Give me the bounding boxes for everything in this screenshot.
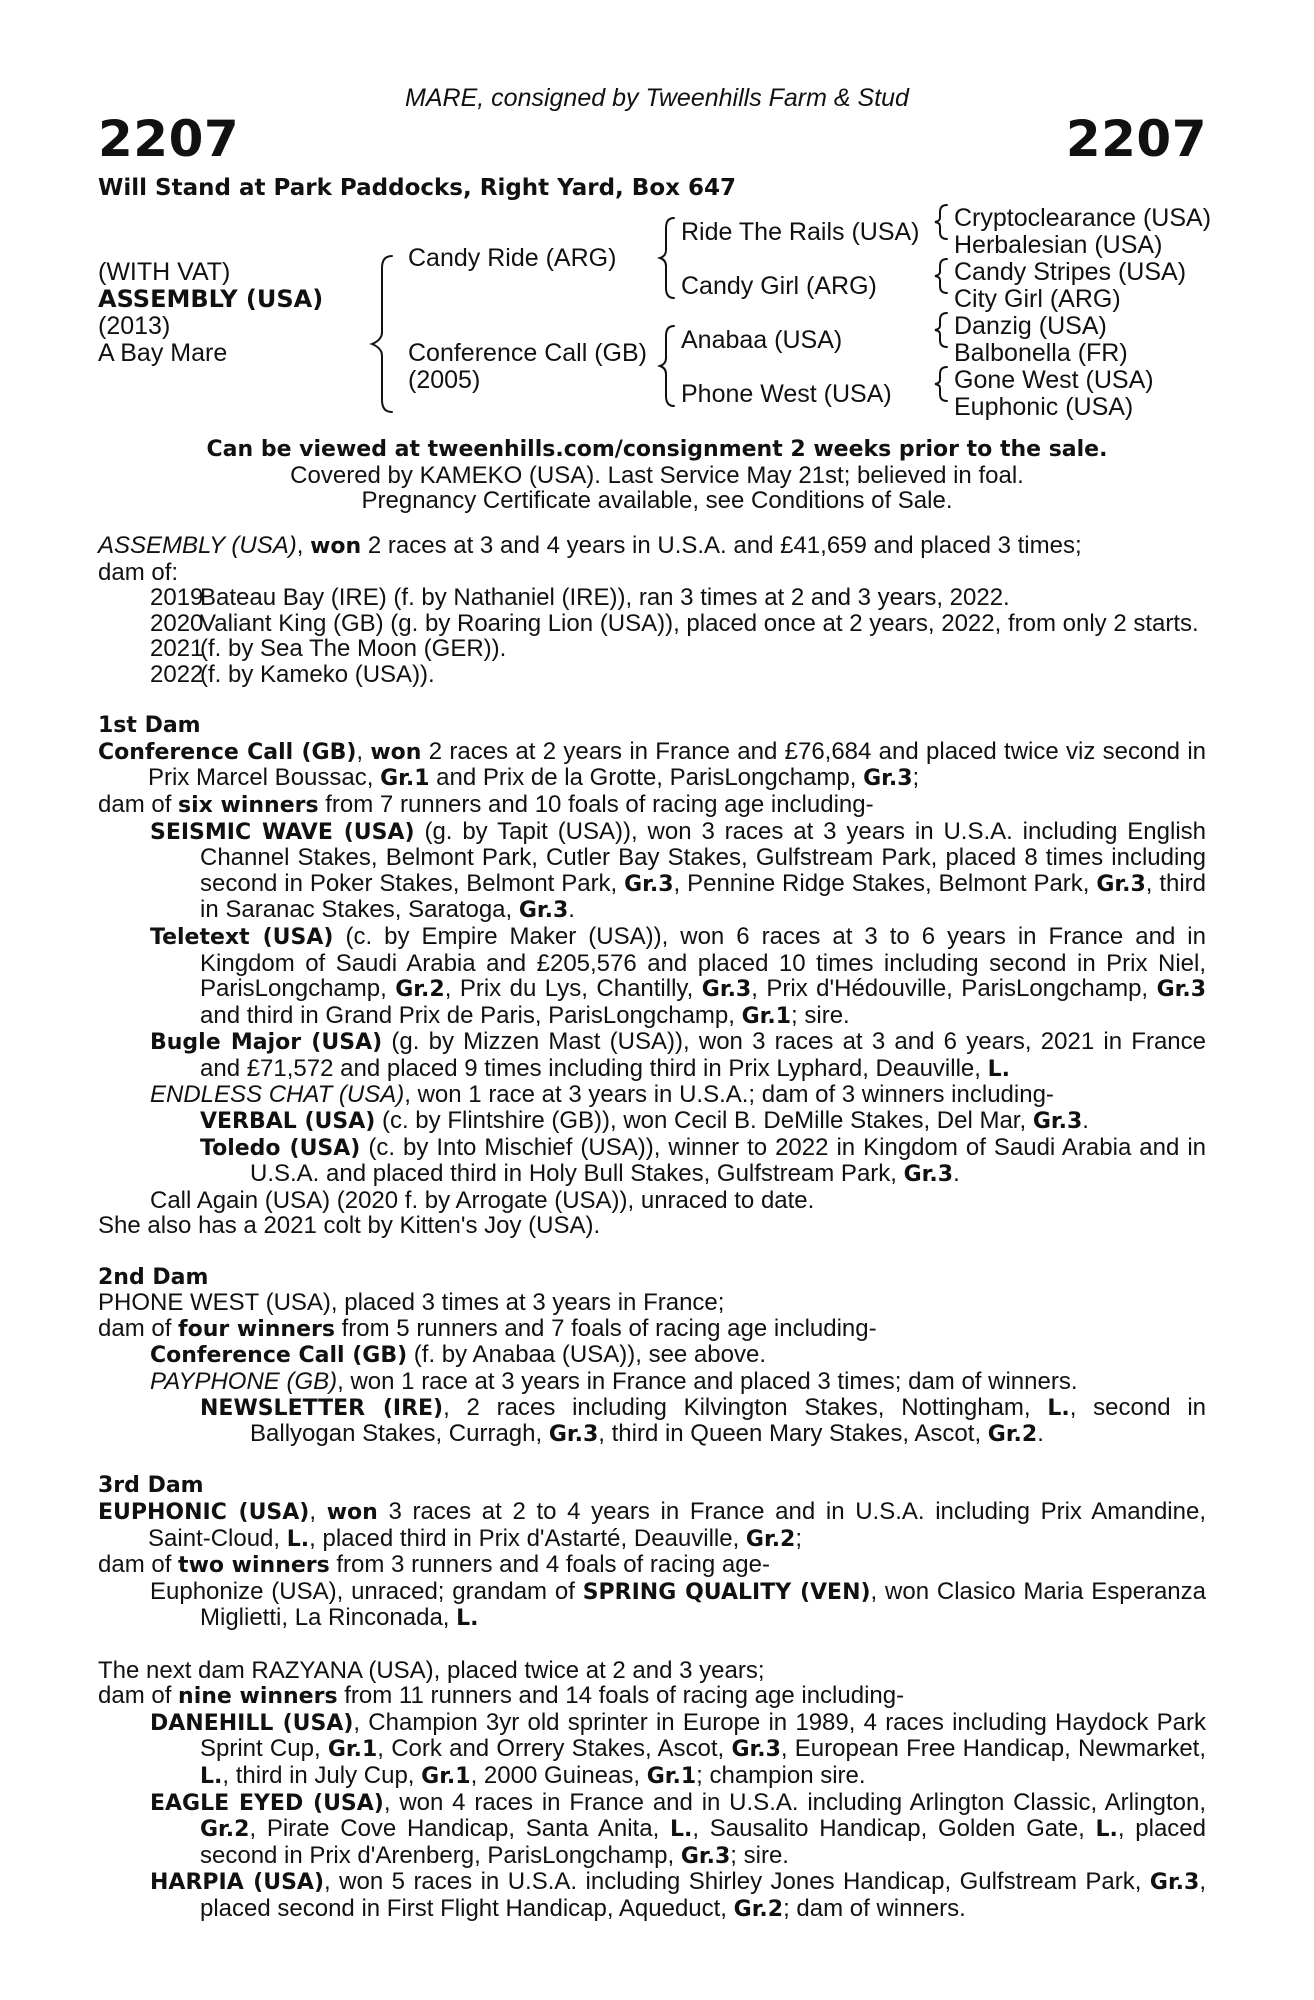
grade: Gr.3: [1032, 1109, 1083, 1135]
grade: Gr.3: [518, 898, 569, 924]
text: (g. by Tapit (USA)), won 3 races at 3 years in U.S.A. including English Channel Stakes, Belmont Park, Cutler Bay Stakes, Gulfstream Park, placed 8 times including second in Poker Stakes, Belmont Park,: [200, 817, 1207, 897]
stand-location: Will Stand at Park Paddocks, Right Yard, Box 647: [98, 175, 736, 201]
second-dam-produce: [98, 1316, 1206, 1343]
text: ; dam of winners.: [783, 1894, 966, 1922]
text: , third in Queen Mary Stakes, Ascot,: [598, 1420, 988, 1448]
horse: HARPIA (USA): [150, 1870, 325, 1896]
text: , won 4 races in France and in U.S.A. including Arlington Classic, Arlington,: [383, 1788, 1206, 1816]
horse-year: (2013): [98, 312, 171, 340]
foal-text: Bateau Bay (IRE) (f. by Nathaniel (IRE)), ran 3 times at 2 and 3 years, 2022.: [200, 584, 1010, 612]
third-gen-6: Balbonella (FR): [954, 339, 1128, 367]
text: .: [1082, 1107, 1089, 1135]
produce-endless-chat: [98, 1082, 1206, 1108]
text: , 2000 Guineas,: [470, 1761, 647, 1789]
listed: L.: [286, 1526, 310, 1552]
horse: VERBAL (USA): [200, 1109, 376, 1135]
text: ;: [795, 1524, 803, 1552]
foal-2021: [98, 636, 1206, 662]
produce-toledo: [98, 1135, 1206, 1188]
winners-count: four winners: [178, 1316, 335, 1342]
third-gen-5: Danzig (USA): [954, 312, 1107, 340]
grade: Gr.3: [680, 1843, 731, 1869]
winners-count: six winners: [178, 792, 319, 818]
text: , second in Ballyogan Stakes, Curragh,: [250, 1393, 1207, 1448]
third-dam-heading: 3rd Dam: [98, 1473, 204, 1499]
sire-dam: Candy Girl (ARG): [681, 272, 877, 300]
third-dam-record: EUPHONIC (USA), won 3 races at 2 to 4 years in France and in U.S.A. including Prix Amandine, Saint-Cloud, L., placed third in Prix d'Astarté, Deauville, Gr.2;: [98, 1497, 1206, 1552]
grade: Gr.3: [1096, 871, 1146, 897]
text: , placed second in First Flight Handicap, Aqueduct,: [200, 1868, 1206, 1922]
text: from 5 runners and 7 foals of racing age including-: [334, 1314, 877, 1342]
grade: Gr.3: [1149, 1870, 1200, 1896]
third-gen-2: Herbalesian (USA): [954, 231, 1163, 259]
text: ; sire.: [730, 1841, 789, 1869]
grade: Gr.3: [624, 871, 674, 897]
winners-count: nine winners: [178, 1684, 338, 1710]
third-gen-1: Cryptoclearance (USA): [954, 204, 1212, 232]
horse: Teletext (USA): [150, 924, 334, 950]
text: 3 races at 2 to 4 years in France and in U.S.A. including Prix Amandine, Saint-Cloud,: [148, 1497, 1206, 1552]
foal-year: 2022: [150, 660, 204, 688]
horse: Toledo (USA): [200, 1135, 361, 1161]
grade: Gr.2: [200, 1817, 250, 1843]
produce-danehill: [98, 1710, 1206, 1790]
foal-2022: [98, 662, 1206, 688]
third-gen-4: City Girl (ARG): [954, 285, 1121, 313]
text: , Prix du Lys, Chantilly,: [444, 975, 702, 1003]
text: , placed second in Prix d'Arenberg, ParisLongchamp,: [200, 1815, 1206, 1869]
third-gen-7: Gone West (USA): [954, 366, 1154, 394]
produce-teletext: [98, 924, 1206, 1029]
listed: L.: [1047, 1395, 1070, 1421]
horse: Bugle Major (USA): [150, 1030, 383, 1056]
covered-note: Covered by KAMEKO (USA). Last Service May 21st; believed in foal.: [290, 462, 1024, 489]
text: , won Clasico Maria Esperanza Miglietti, La Rinconada,: [200, 1577, 1206, 1632]
pregnancy-note: Pregnancy Certificate available, see Conditions of Sale.: [361, 487, 953, 514]
also-has: She also has a 2021 colt by Kitten's Joy (USA).: [98, 1212, 601, 1240]
dam-sire: Anabaa (USA): [681, 326, 843, 354]
text: , Champion 3yr old sprinter in Europe in 1989, 4 races including Haydock Park Sprint Cup,: [200, 1708, 1206, 1763]
first-dam-record: Conference Call (GB), won 2 races at 2 years in France and £76,684 and placed twice viz second in Prix Marcel Boussac, Gr.1 and Prix de la Grotte, ParisLongchamp, Gr.3;: [98, 737, 1206, 792]
grade: Gr.2: [987, 1422, 1038, 1448]
dam-year: (2005): [408, 366, 481, 394]
text: , third in July Cup,: [222, 1761, 422, 1789]
foal-text: Valiant King (GB) (g. by Roaring Lion (USA)), placed once at 2 years, 2022, from only 2 starts.: [200, 609, 1199, 637]
horse: DANEHILL (USA): [150, 1710, 354, 1736]
text: , placed third in Prix d'Astarté, Deauville,: [309, 1524, 746, 1552]
produce-call-again: Call Again (USA) (2020 f. by Arrogate (USA)), unraced to date.: [150, 1186, 815, 1214]
grade: Gr.1: [421, 1763, 471, 1789]
foal-year: 2021: [150, 635, 204, 663]
second-dam-record: PHONE WEST (USA), placed 3 times at 3 years in France;: [98, 1289, 725, 1317]
produce-verbal: [98, 1108, 1206, 1135]
grade: Gr.1: [741, 1003, 792, 1029]
text: , European Free Handicap, Newmarket,: [780, 1735, 1207, 1763]
text: (c. by Flintshire (GB)), won Cecil B. DeMille Stakes, Del Mar,: [375, 1107, 1033, 1135]
grade: Gr.1: [327, 1737, 378, 1763]
listed: L.: [1095, 1817, 1118, 1843]
produce-eagle-eyed: [98, 1790, 1206, 1870]
horse-name: ASSEMBLY (USA): [98, 285, 324, 313]
text: ; champion sire.: [696, 1761, 866, 1789]
first-dam-won: won: [370, 739, 422, 765]
next-dam-produce: [98, 1683, 1206, 1710]
third-dam-won: won: [326, 1499, 378, 1525]
listed: L.: [987, 1056, 1010, 1082]
produce-payphone: [98, 1369, 1206, 1395]
third-dam-name: EUPHONIC (USA): [98, 1499, 310, 1525]
text: , Pennine Ridge Stakes, Belmont Park,: [673, 869, 1097, 897]
foal-2020: [98, 611, 1206, 637]
winners-count: two winners: [178, 1553, 330, 1579]
text: .: [568, 896, 575, 924]
grade: Gr.3: [731, 1737, 781, 1763]
horse: PAYPHONE (GB): [150, 1368, 338, 1395]
text: , Cork and Orrery Stakes, Ascot,: [377, 1735, 732, 1763]
third-gen-8: Euphonic (USA): [954, 393, 1134, 421]
foal-year: 2019: [150, 584, 204, 612]
produce-seismic-wave: [98, 819, 1206, 924]
viewing-note: Can be viewed at tweenhills.com/consignment 2 weeks prior to the sale.: [206, 437, 1108, 462]
text: (g. by Mizzen Mast (USA)), won 3 races at 3 and 6 years, 2021 in France and £71,572 and placed 9 times including third in Prix Lyphard, Deauville,: [200, 1028, 1207, 1082]
horse: SPRING QUALITY (VEN): [582, 1579, 871, 1605]
grade: Gr.3: [548, 1422, 599, 1448]
text: dam of: [98, 1682, 179, 1710]
text: ; sire.: [791, 1001, 850, 1029]
intro-damof: dam of:: [98, 558, 179, 586]
produce-conference-call: [98, 1342, 1206, 1369]
intro-name: ASSEMBLY (USA): [98, 532, 297, 559]
text: , 2 races including Kilvington Stakes, Nottingham,: [443, 1393, 1048, 1421]
foal-text: (f. by Kameko (USA)).: [200, 660, 435, 688]
lot-number-right: 2207: [1065, 110, 1207, 168]
horse: Conference Call (GB): [150, 1343, 408, 1369]
grade: Gr.3: [1156, 977, 1206, 1003]
produce-newsletter: [98, 1395, 1206, 1448]
text: (c. by Empire Maker (USA)), won 6 races at 3 to 6 years in France and in Kingdom of Saudi Arabia and £205,576 and placed 10 times including second in Prix Niel, ParisLongchamp,: [200, 922, 1206, 1003]
text: , Pirate Cove Handicap, Santa Anita,: [249, 1815, 670, 1843]
text: dam of: [98, 1314, 179, 1342]
text: 2 races at 2 years in France and £76,684 and placed twice viz second in Prix Marcel Boussac,: [148, 737, 1206, 792]
grade: Gr.1: [380, 766, 430, 792]
grade: Gr.2: [745, 1526, 796, 1552]
dam-name: Conference Call (GB): [408, 339, 647, 367]
horse-description: A Bay Mare: [98, 339, 228, 367]
vat-label: (WITH VAT): [98, 258, 231, 286]
grade: Gr.3: [903, 1162, 954, 1188]
third-gen-3: Candy Stripes (USA): [954, 258, 1187, 286]
text: (c. by Into Mischief (USA)), winner to 2022 in Kingdom of Saudi Arabia and in U.S.A. and placed third in Holy Bull Stakes, Gulfstream Park,: [250, 1133, 1207, 1188]
listed: L.: [200, 1763, 223, 1789]
produce-harpia: [98, 1869, 1206, 1922]
horse: ENDLESS CHAT (USA): [150, 1081, 405, 1109]
grade: Gr.1: [646, 1763, 697, 1789]
grade: Gr.3: [701, 977, 752, 1003]
produce-euphonize: [98, 1579, 1206, 1632]
first-dam-name: Conference Call (GB): [98, 739, 357, 765]
pedigree-brackets: [0, 0, 1314, 430]
intro-won: won: [310, 534, 362, 559]
first-dam-produce: [98, 792, 1206, 819]
foal-2019: [98, 585, 1206, 611]
dam-dam: Phone West (USA): [681, 380, 892, 408]
text: , won 1 race at 3 years in U.S.A.; dam of 3 winners including-: [404, 1081, 1054, 1109]
text: dam of: [98, 790, 179, 818]
text: and Prix de la Grotte, ParisLongchamp,: [429, 764, 864, 792]
text: .: [1037, 1420, 1044, 1448]
text: ;: [912, 764, 920, 792]
text: from 7 runners and 10 foals of racing age including-: [318, 790, 874, 818]
text: , Prix d'Hédouville, ParisLongchamp,: [751, 975, 1157, 1003]
grade: Gr.2: [733, 1896, 784, 1922]
text: , Sausalito Handicap, Golden Gate,: [692, 1815, 1096, 1843]
horse: NEWSLETTER (IRE): [200, 1395, 444, 1421]
text: Euphonize (USA), unraced; grandam of: [150, 1577, 583, 1605]
produce-bugle-major: [98, 1029, 1206, 1082]
grade: Gr.2: [395, 977, 445, 1003]
text: from 3 runners and 4 foals of racing age-: [329, 1551, 770, 1579]
listed: L.: [456, 1606, 479, 1632]
sire-sire: Ride The Rails (USA): [681, 218, 920, 246]
text: dam of: [98, 1551, 179, 1579]
horse: SEISMIC WAVE (USA): [150, 819, 415, 845]
lot-number-left: 2207: [98, 110, 240, 168]
consigner-line: MARE, consigned by Tweenhills Farm & Stud: [405, 84, 909, 112]
text: , won 5 races in U.S.A. including Shirley Jones Handicap, Gulfstream Park,: [324, 1868, 1150, 1896]
first-dam-heading: 1st Dam: [98, 713, 201, 739]
third-dam-produce: [98, 1552, 1206, 1579]
foal-year: 2020: [150, 609, 204, 637]
text: , won 1 race at 3 years in France and placed 3 times; dam of winners.: [337, 1368, 1078, 1395]
text: and third in Grand Prix de Paris, ParisLongchamp,: [200, 1001, 742, 1029]
text: .: [953, 1160, 960, 1188]
grade: Gr.3: [863, 766, 913, 792]
intro-text: 2 races at 3 and 4 years in U.S.A. and £41,659 and placed 3 times;: [361, 532, 1082, 559]
second-dam-heading: 2nd Dam: [98, 1264, 209, 1290]
next-dam-record: The next dam RAZYANA (USA), placed twice at 2 and 3 years;: [98, 1656, 765, 1684]
intro-line: ASSEMBLY (USA), won 2 races at 3 and 4 years in U.S.A. and £41,659 and placed 3 times;: [98, 532, 1082, 559]
text: from 11 runners and 14 foals of racing age including-: [337, 1682, 905, 1710]
horse: EAGLE EYED (USA): [150, 1790, 384, 1816]
catalogue-body: [98, 533, 1206, 1922]
text: (f. by Anabaa (USA)), see above.: [407, 1341, 766, 1369]
sire-name: Candy Ride (ARG): [408, 244, 617, 272]
text: , third in Saranac Stakes, Saratoga,: [200, 869, 1207, 924]
foal-text: (f. by Sea The Moon (GER)).: [200, 635, 507, 663]
listed: L.: [669, 1817, 693, 1843]
